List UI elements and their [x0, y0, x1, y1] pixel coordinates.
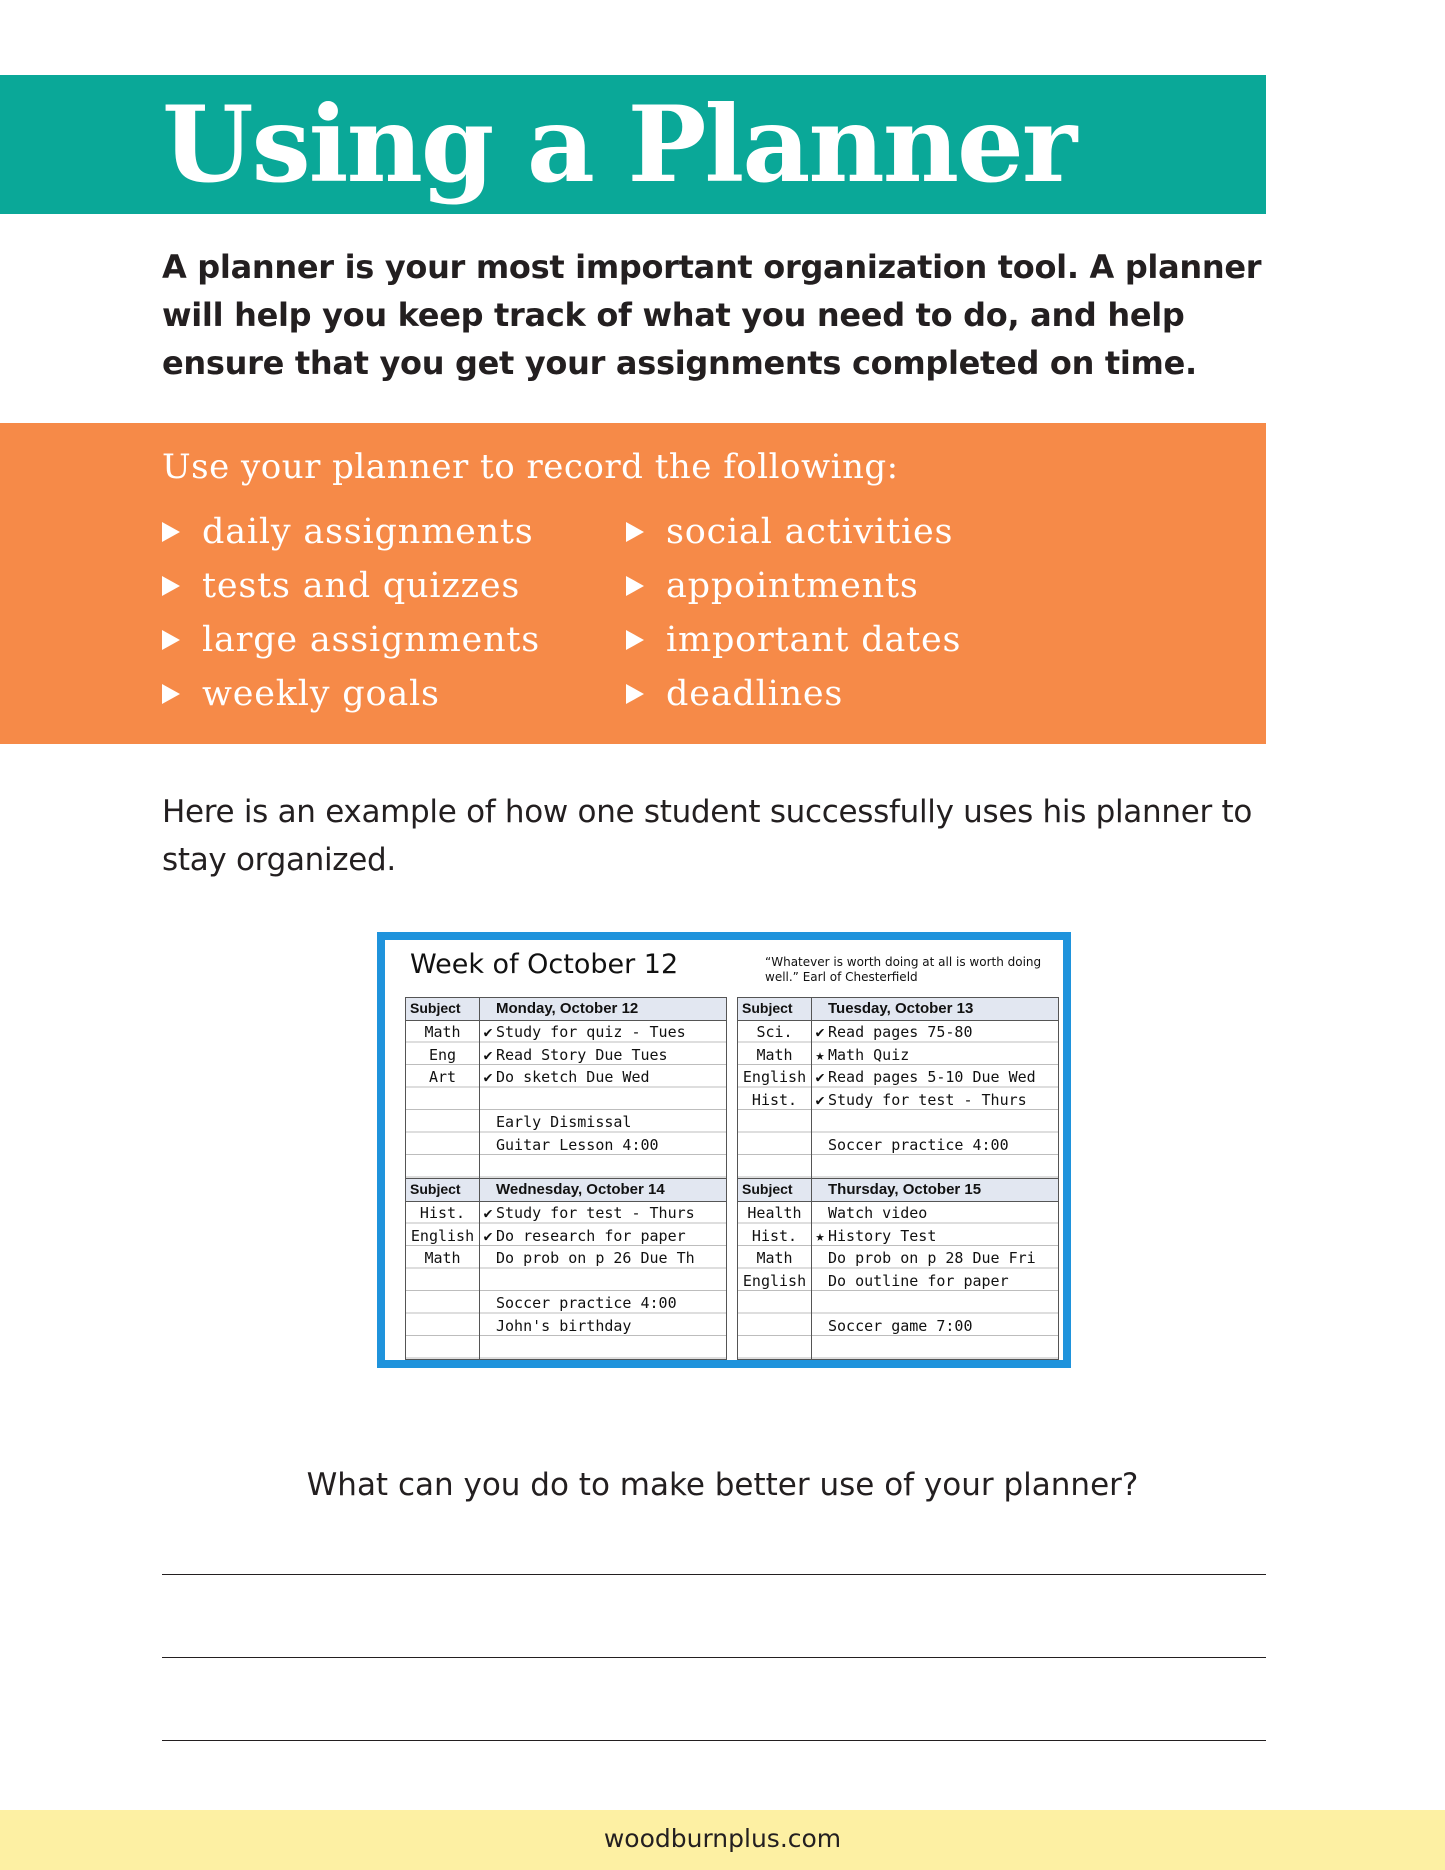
planner-page — [385, 940, 1063, 1360]
row-subject: English — [742, 1068, 807, 1086]
row-task — [480, 1270, 496, 1292]
row-subject: Art — [428, 1068, 457, 1086]
check-mark-icon: ✔ — [815, 1068, 825, 1086]
check-mark-icon: ✔ — [483, 1068, 493, 1086]
task-text: Soccer practice 4:00 — [828, 1135, 1009, 1154]
row-subject: Math — [756, 1249, 793, 1267]
record-heading: Use your planner to record the following: — [162, 447, 899, 487]
row-task — [812, 1292, 828, 1314]
planner-row — [406, 1202, 726, 1224]
planner-row — [738, 1247, 1058, 1269]
example-paragraph: Here is an example of how one student successfully uses his planner to stay organized. — [162, 794, 1252, 878]
task-text: Study for test - Thurs — [496, 1204, 695, 1222]
title-banner — [0, 75, 1266, 214]
list-item: large assignments — [162, 618, 540, 672]
row-task — [480, 1202, 695, 1224]
row-task — [812, 1225, 936, 1247]
row-task — [812, 1066, 1036, 1088]
task-text: Soccer game 7:00 — [828, 1316, 973, 1335]
footer-url: woodburnplus.com — [603, 1824, 842, 1853]
task-text: Math Quiz — [828, 1045, 910, 1064]
row-task — [812, 1315, 973, 1337]
list-item: weekly goals — [162, 672, 540, 726]
row-task — [812, 1202, 927, 1224]
row-subject: Math — [756, 1045, 793, 1064]
check-mark-icon: ★ — [815, 1226, 825, 1245]
row-subject: Hist. — [751, 1090, 798, 1109]
planner-row — [406, 1044, 726, 1066]
task-text: Read pages 5-10 Due Wed — [828, 1068, 1036, 1086]
row-subject: Eng — [428, 1045, 457, 1064]
planner-row — [406, 1247, 726, 1269]
day-name: Tuesday, October 13 — [828, 1000, 974, 1017]
list-item: deadlines — [626, 672, 961, 726]
planner-example-image — [377, 932, 1071, 1368]
row-subject: English — [742, 1271, 807, 1290]
planner-quote: “Whatever is worth doing at all is worth doing well.” Earl of Chesterfield — [765, 955, 1042, 984]
planner-row — [738, 1089, 1058, 1111]
triangle-bullet-icon — [162, 684, 180, 704]
subject-column-header: Subject — [742, 1181, 793, 1197]
planner-row — [406, 1111, 726, 1133]
row-task — [480, 1111, 631, 1133]
day-header — [738, 1179, 1058, 1202]
check-mark-icon: ★ — [815, 1045, 825, 1064]
task-text: Read Story Due Tues — [496, 1045, 668, 1064]
page-title: Using a Planner — [162, 82, 1076, 206]
planner-row — [738, 1315, 1058, 1337]
check-mark-icon: ✔ — [815, 1023, 825, 1041]
planner-day-block — [405, 1178, 727, 1360]
row-subject: Health — [747, 1204, 802, 1222]
planner-row — [738, 1134, 1058, 1156]
answer-line[interactable] — [162, 1657, 1266, 1658]
row-task — [812, 1270, 1009, 1292]
subject-column-header: Subject — [410, 1181, 461, 1197]
planner-row — [738, 1270, 1058, 1292]
record-list-right — [626, 510, 961, 726]
day-name: Monday, October 12 — [496, 1000, 639, 1017]
check-mark-icon: ✔ — [483, 1045, 493, 1064]
triangle-bullet-icon — [162, 630, 180, 650]
planner-row — [406, 1134, 726, 1156]
task-text: History Test — [828, 1226, 937, 1245]
triangle-bullet-icon — [626, 630, 644, 650]
row-task — [812, 1021, 973, 1043]
task-text: Do prob on p 26 Due Th — [496, 1249, 695, 1267]
planner-row — [738, 1044, 1058, 1066]
answer-line[interactable] — [162, 1740, 1266, 1741]
triangle-bullet-icon — [626, 522, 644, 542]
planner-row — [406, 1089, 726, 1111]
planner-day-block — [405, 997, 727, 1179]
row-task — [480, 1089, 496, 1111]
row-task — [812, 1134, 1009, 1156]
planner-row — [738, 1225, 1058, 1247]
task-text: Guitar Lesson 4:00 — [496, 1135, 659, 1154]
list-item: important dates — [626, 618, 961, 672]
triangle-bullet-icon — [626, 684, 644, 704]
row-task — [812, 1247, 1036, 1269]
record-list-left — [162, 510, 540, 726]
day-header — [406, 998, 726, 1021]
check-mark-icon: ✔ — [483, 1204, 493, 1222]
list-item: tests and quizzes — [162, 564, 540, 618]
planner-row — [738, 1202, 1058, 1224]
day-name: Thursday, October 15 — [828, 1181, 982, 1198]
task-text: Do research for paper — [496, 1226, 686, 1245]
row-subject: Math — [424, 1249, 461, 1267]
row-task — [480, 1021, 686, 1043]
list-item: appointments — [626, 564, 961, 618]
planner-row — [406, 1315, 726, 1337]
task-text: Watch video — [828, 1204, 928, 1222]
row-task — [480, 1044, 668, 1066]
subject-column-header: Subject — [742, 1000, 793, 1016]
task-text: John's birthday — [496, 1316, 632, 1335]
check-mark-icon: ✔ — [815, 1090, 825, 1109]
row-task — [812, 1044, 909, 1066]
triangle-bullet-icon — [626, 576, 644, 596]
planner-row — [406, 1292, 726, 1314]
task-text: Do outline for paper — [828, 1271, 1009, 1290]
row-task — [812, 1089, 1027, 1111]
row-task — [812, 1111, 828, 1133]
row-task — [480, 1066, 650, 1088]
row-subject: Hist. — [419, 1204, 466, 1222]
row-subject: Math — [424, 1023, 461, 1041]
list-item: social activities — [626, 510, 961, 564]
row-task — [480, 1225, 686, 1247]
planner-day-block — [737, 997, 1059, 1179]
planner-row — [406, 1270, 726, 1292]
task-text: Do sketch Due Wed — [496, 1068, 650, 1086]
task-text: Study for quiz - Tues — [496, 1023, 686, 1041]
planner-row — [738, 1111, 1058, 1133]
planner-row — [738, 1292, 1058, 1314]
planner-row — [406, 1225, 726, 1247]
day-name: Wednesday, October 14 — [496, 1181, 665, 1198]
day-header — [406, 1179, 726, 1202]
answer-line[interactable] — [162, 1574, 1266, 1575]
triangle-bullet-icon — [162, 522, 180, 542]
reflection-question: What can you do to make better use of your planner? — [306, 1467, 1139, 1503]
row-subject: Hist. — [751, 1226, 798, 1245]
planner-row — [406, 1066, 726, 1088]
row-task — [480, 1247, 695, 1269]
row-task — [480, 1292, 677, 1314]
list-item: daily assignments — [162, 510, 540, 564]
task-text: Study for test - Thurs — [828, 1090, 1027, 1109]
row-subject: Sci. — [756, 1023, 793, 1041]
row-subject: English — [410, 1226, 475, 1245]
check-mark-icon: ✔ — [483, 1023, 493, 1041]
week-title: Week of October 12 — [410, 949, 679, 980]
day-header — [738, 998, 1058, 1021]
footer-bar — [0, 1810, 1445, 1870]
planner-row — [738, 1066, 1058, 1088]
triangle-bullet-icon — [162, 576, 180, 596]
task-text: Early Dismissal — [496, 1113, 632, 1131]
subject-column-header: Subject — [410, 1000, 461, 1016]
row-task — [480, 1315, 631, 1337]
intro-paragraph: A planner is your most important organization tool. A planner will help you keep track of what you need to do, and help ensure that you get your assignments completed on time. — [162, 248, 1262, 382]
planner-day-block — [737, 1178, 1059, 1360]
row-task — [480, 1134, 659, 1156]
task-text: Read pages 75-80 — [828, 1023, 973, 1041]
planner-row — [738, 1021, 1058, 1043]
planner-row — [406, 1021, 726, 1043]
task-text: Do prob on p 28 Due Fri — [828, 1249, 1036, 1267]
check-mark-icon: ✔ — [483, 1226, 493, 1245]
task-text: Soccer practice 4:00 — [496, 1294, 677, 1312]
